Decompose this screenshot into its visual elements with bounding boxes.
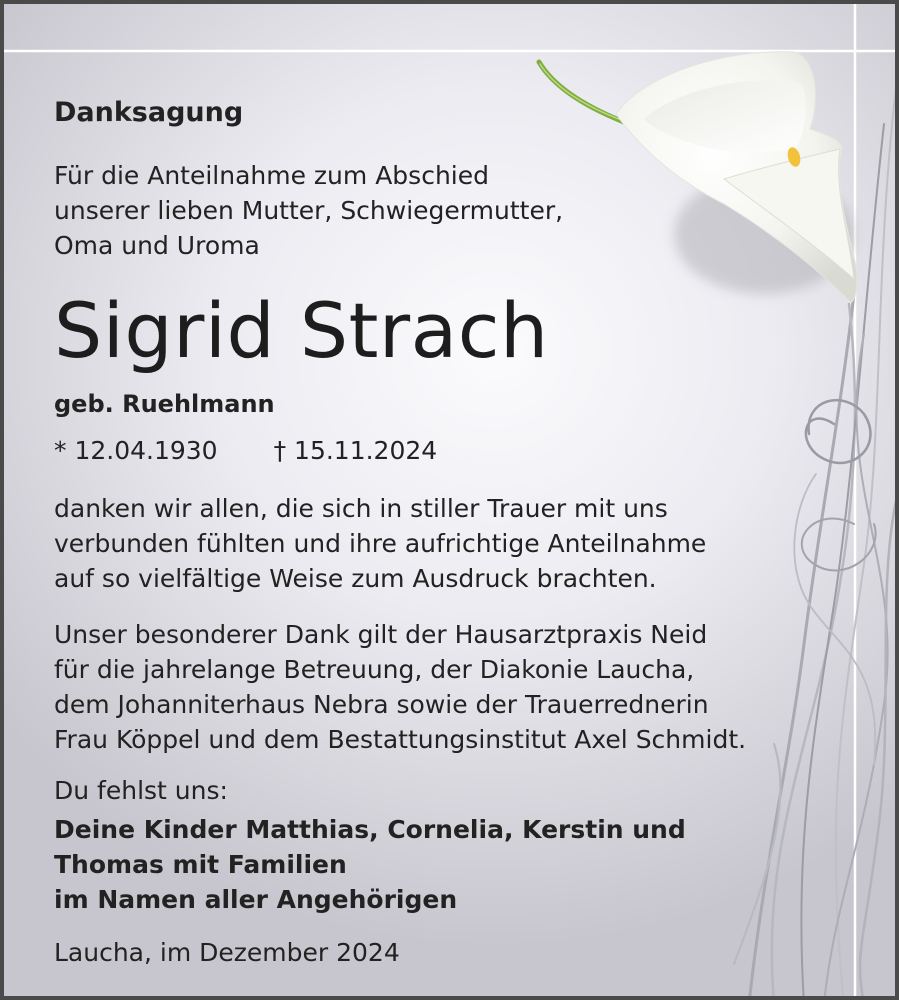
special-thanks-line: für die jahrelange Betreuung, der Diakonie Laucha, — [54, 655, 695, 684]
place-date: Laucha, im Dezember 2024 — [54, 938, 400, 967]
birth-date: * 12.04.1930 — [54, 436, 218, 465]
deceased-name: Sigrid Strach — [54, 286, 549, 375]
signers — [54, 812, 686, 917]
thanks-paragraph — [54, 491, 706, 596]
heading: Danksagung — [54, 97, 244, 128]
thanks-line: danken wir allen, die sich in stiller Trauer mit uns — [54, 494, 668, 523]
thanks-line: auf so vielfältige Weise zum Ausdruck brachten. — [54, 564, 657, 593]
intro-line: Für die Anteilnahme zum Abschied — [54, 161, 489, 190]
missing-you-text: Du fehlst uns: — [54, 776, 228, 805]
death-date: † 15.11.2024 — [273, 436, 438, 465]
signers-line: im Namen aller Angehörigen — [54, 885, 458, 914]
intro-line: Oma und Uroma — [54, 231, 260, 260]
special-thanks-paragraph — [54, 617, 746, 757]
life-dates — [54, 436, 437, 465]
intro-line: unserer lieben Mutter, Schwiegermutter, — [54, 196, 564, 225]
thanks-line: verbunden fühlten und ihre aufrichtige Anteilnahme — [54, 529, 707, 558]
maiden-name: geb. Ruehlmann — [54, 390, 275, 418]
signers-line: Thomas mit Familien — [54, 850, 347, 879]
calla-lily-icon — [539, 52, 857, 302]
special-thanks-line: dem Johanniterhaus Nebra sowie der Trauerrednerin — [54, 690, 709, 719]
special-thanks-line: Frau Köppel und dem Bestattungsinstitut Axel Schmidt. — [54, 725, 747, 754]
signers-line: Deine Kinder Matthias, Cornelia, Kerstin und — [54, 815, 686, 844]
special-thanks-line: Unser besonderer Dank gilt der Hausarztpraxis Neid — [54, 620, 708, 649]
intro-text — [54, 158, 563, 263]
